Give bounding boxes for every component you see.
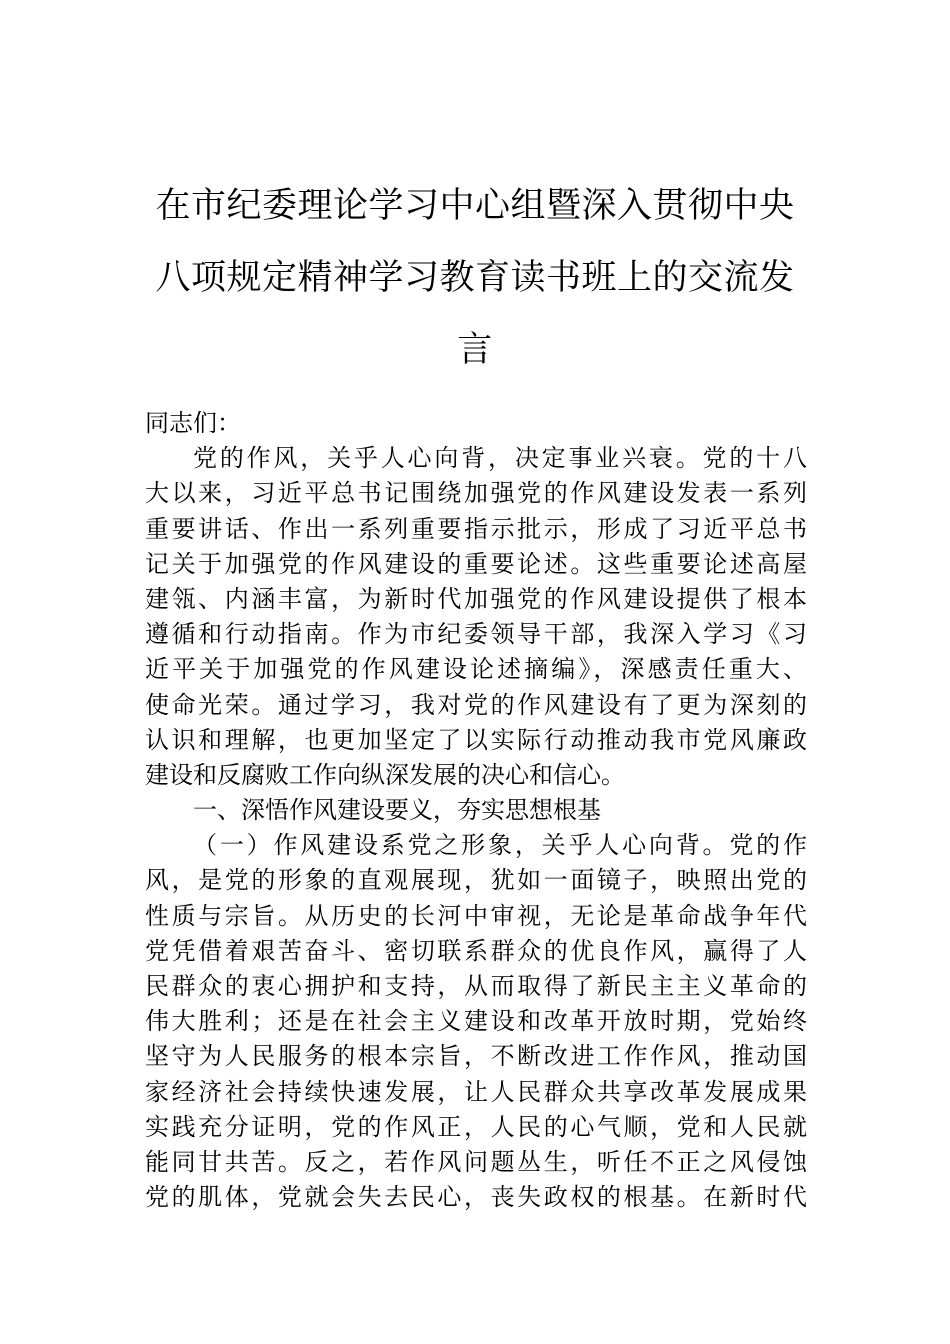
paragraph-line: 建瓴、内涵丰富，为新时代加强党的作风建设提供了根本 (145, 584, 807, 613)
paragraph-line: 能同甘共苦。反之，若作风问题丛生，听任不正之风侵蚀 (145, 1147, 807, 1176)
paragraph-line: 风，是党的形象的直观展现，犹如一面镜子，映照出党的 (145, 866, 807, 895)
paragraph-line: 党的肌体，党就会失去民心，丧失政权的根基。在新时代 (145, 1183, 807, 1212)
paragraph-line: 性质与宗旨。从历史的长河中审视，无论是革命战争年代 (145, 901, 807, 930)
document-body (145, 406, 807, 1215)
paragraph-line: 民群众的衷心拥护和支持，从而取得了新民主主义革命的 (145, 972, 807, 1000)
paragraph-line: 党凭借着艰苦奋斗、密切联系群众的优良作风，赢得了人 (145, 936, 807, 965)
document-title (150, 170, 800, 386)
title-line-1: 在市纪委理论学习中心组暨深入贯彻中央 (155, 186, 795, 226)
paragraph-line: 使命光荣。通过学习，我对党的作风建设有了更为深刻的 (145, 690, 807, 719)
section-heading: 一、深悟作风建设要义，夯实思想根基 (193, 796, 601, 825)
paragraph-line: 重要讲话、作出一系列重要指示批示，形成了习近平总书 (145, 514, 807, 543)
subsection-paragraph (145, 828, 807, 1215)
paragraph-line: 记关于加强党的作风建设的重要论述。这些重要论述高屋 (145, 549, 807, 578)
paragraph-line: （一）作风建设系党之形象，关乎人心向背。党的作 (193, 831, 807, 860)
title-line-2: 八项规定精神学习教育读书班上的交流发 (155, 258, 795, 298)
paragraph-line: 坚守为人民服务的根本宗旨，不断改进工作作风，推动国 (145, 1042, 807, 1071)
paragraph-line: 党的作风，关乎人心向背，决定事业兴衰。党的十八 (193, 444, 807, 473)
paragraph-line: 遵循和行动指南。作为市纪委领导干部，我深入学习《习 (145, 620, 807, 649)
title-line-3: 言 (457, 330, 493, 370)
intro-paragraph (145, 441, 807, 793)
paragraph-line: 近平关于加强党的作风建设论述摘编》，深感责任重大、 (145, 655, 807, 684)
paragraph-line: 伟大胜利；还是在社会主义建设和改革开放时期，党始终 (145, 1007, 807, 1036)
paragraph-line: 家经济社会持续快速发展，让人民群众共享改革发展成果 (145, 1077, 807, 1106)
paragraph-line: 实践充分证明，党的作风正，人民的心气顺，党和人民就 (145, 1112, 807, 1141)
salutation: 同志们： (145, 409, 241, 437)
paragraph-line: 认识和理解，也更加坚定了以实际行动推动我市党风廉政 (145, 725, 807, 754)
paragraph-line: 大以来，习近平总书记围绕加强党的作风建设发表一系列 (145, 479, 807, 508)
paragraph-line: 建设和反腐败工作向纵深发展的决心和信心。 (145, 760, 625, 789)
